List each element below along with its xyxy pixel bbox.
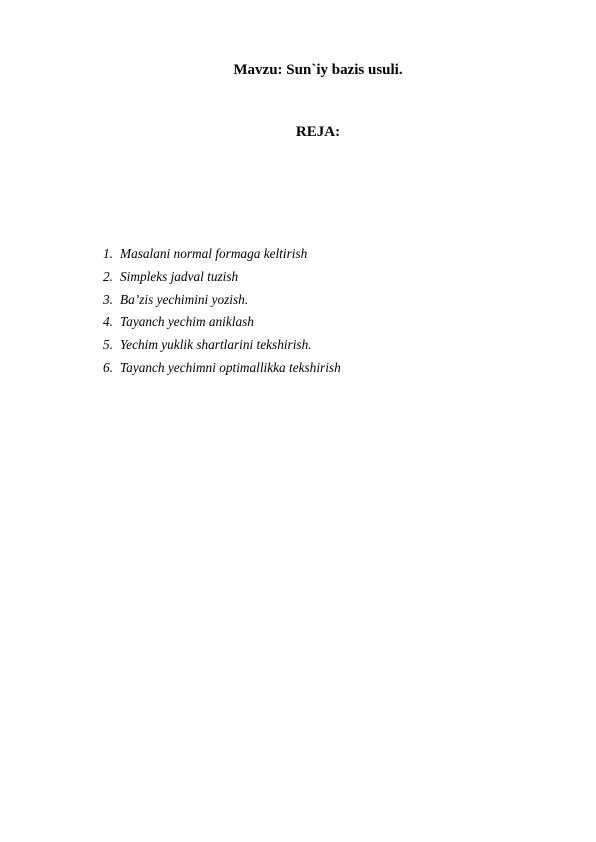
list-item-number: 1.: [103, 246, 113, 261]
list-item-text: Yechim yuklik shartlarini tekshirish.: [120, 337, 312, 353]
list-item: [103, 243, 341, 266]
list-item-number: 2.: [103, 268, 113, 284]
list-item-text: Tayanch yechimni optimallikka tekshirish: [120, 359, 341, 375]
list-item-text: Simpleks jadval tuzish: [120, 268, 239, 284]
plan-heading: REJA:: [295, 124, 341, 140]
list-item: [103, 289, 341, 312]
list-item: [103, 311, 341, 334]
list-item-number: 3.: [103, 291, 113, 307]
list-item: [103, 334, 341, 357]
list-item-text: Ba’zis yechimini yozish.: [120, 291, 249, 307]
list-item: [103, 266, 341, 289]
list-item-number: 4.: [103, 314, 113, 330]
list-item-text: Masalani normal formaga keltirish: [120, 246, 308, 261]
list-item-number: 6.: [103, 359, 113, 375]
list-item-number: 5.: [103, 337, 113, 353]
list-item: [103, 357, 341, 380]
plan-list: [103, 243, 341, 380]
list-item-text: Tayanch yechim aniklash: [120, 314, 254, 330]
page-title: Mavzu: Sun`iy bazis usuli.: [233, 62, 403, 78]
